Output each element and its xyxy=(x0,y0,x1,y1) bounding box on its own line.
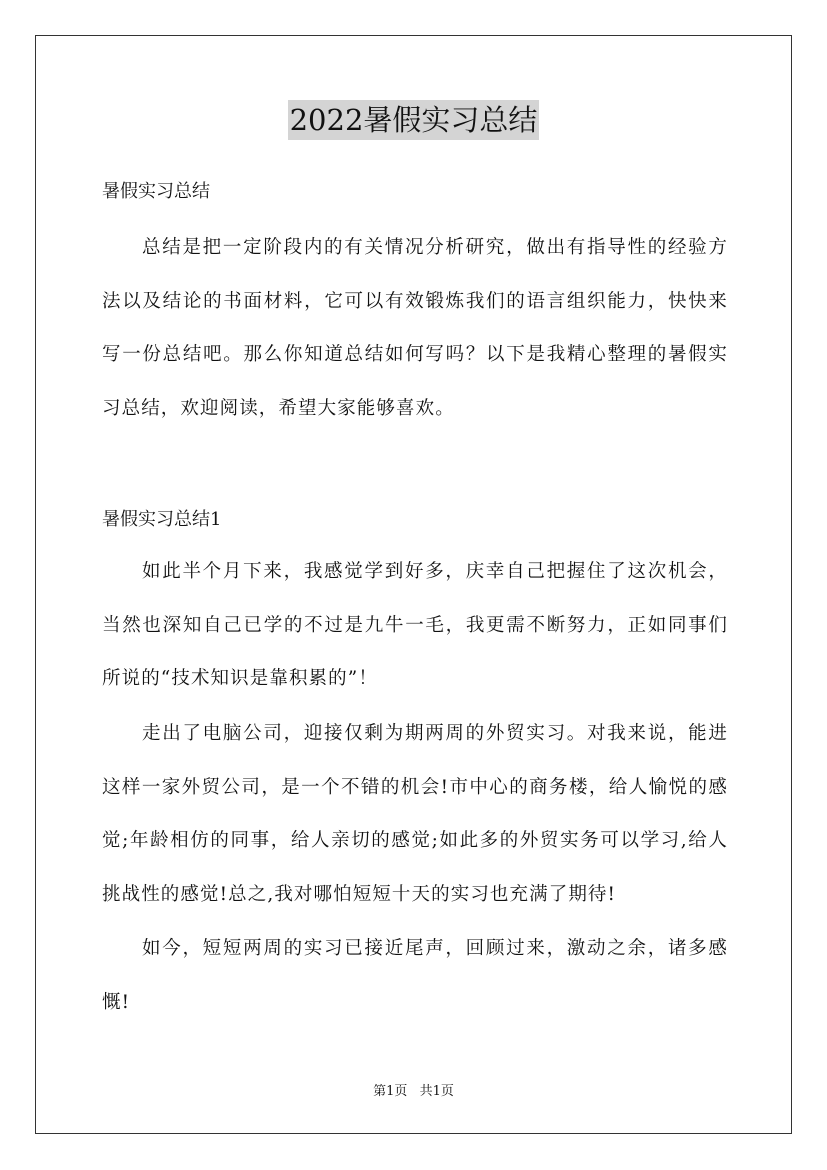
section-heading: 暑假实习总结 xyxy=(102,181,210,202)
page-footer xyxy=(0,1083,827,1101)
body-paragraph-1: 如此半个月下来，我感觉学到好多，庆幸自己把握住了这次机会，当然也深知自己已学的不过是九牛一毛，我更需不断努力，正如同事们所说的“技术知识是靠积累的”！ xyxy=(102,561,728,689)
body-paragraph-3: 如今，短短两周的实习已接近尾声，回顾过来，激动之余，诸多感慨! xyxy=(102,938,728,1013)
page-number-label: 第1页 xyxy=(373,1084,408,1099)
body-paragraph-2: 走出了电脑公司，迎接仅剩为期两周的外贸实习。对我来说，能进这样一家外贸公司，是一个不错的机会!市中心的商务楼，给人愉悦的感觉;年龄相仿的同事，给人亲切的感觉;如此多的外贸实务可以学习,给人挑战性的感觉!总之,我对哪怕短短十天的实习也充满了期待! xyxy=(102,723,728,905)
intro-paragraph: 总结是把一定阶段内的有关情况分析研究，做出有指导性的经验方法以及结论的书面材料，它可以有效锻炼我们的语言组织能力，快快来写一份总结吧。那么你知道总结如何写吗？以下是我精心整理的暑假实习总结，欢迎阅读，希望大家能够喜欢。 xyxy=(102,237,728,419)
part-heading: 暑假实习总结1 xyxy=(102,509,222,530)
total-pages-label: 共1页 xyxy=(419,1084,454,1099)
title-container xyxy=(0,100,827,140)
document-title: 2022暑假实习总结 xyxy=(288,100,540,140)
